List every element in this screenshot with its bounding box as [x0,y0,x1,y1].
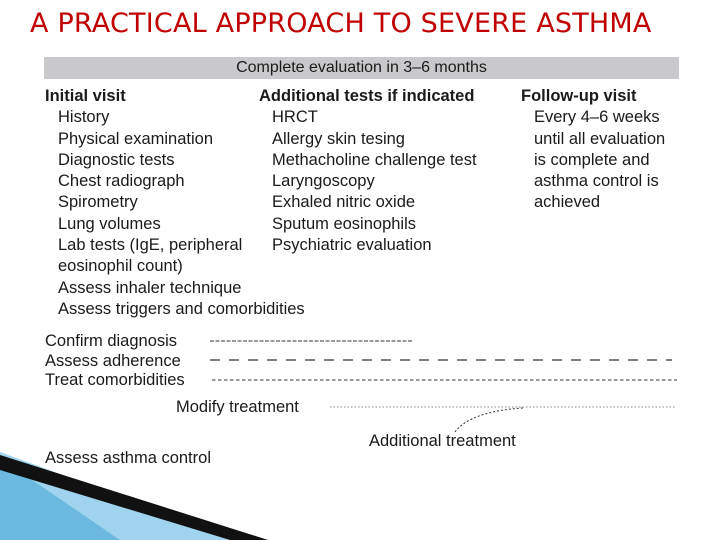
treat-comorbidities-label: Treat comorbidities [45,371,185,389]
additional-treatment-connector [455,408,523,432]
follow-up-item: is complete and [534,150,650,169]
modify-treatment-label: Modify treatment [176,398,299,416]
additional-test-item: HRCT [272,108,318,127]
evaluation-timeline-header: Complete evaluation in 3–6 months [44,57,679,79]
additional-test-item: Laryngoscopy [272,172,375,191]
follow-up-item: achieved [534,193,601,212]
initial-visit-item: Physical examination [58,129,213,148]
initial-visit-item: eosinophil count) [58,257,183,276]
initial-visit-item: Assess triggers and comorbidities [58,299,305,318]
additional-test-item: Psychiatric evaluation [272,236,432,255]
initial-visit-item: Spirometry [58,193,138,212]
assess-asthma-control-label: Assess asthma control [45,449,211,467]
additional-treatment-label: Additional treatment [369,432,516,450]
additional-test-item: Exhaled nitric oxide [272,193,416,212]
additional-test-item: Sputum eosinophils [272,214,417,233]
initial-visit-item: History [58,108,110,127]
additional-test-item: Methacholine challenge test [272,150,477,169]
initial-visit-item: Lung volumes [58,214,161,233]
initial-visit-item: Chest radiograph [58,172,185,191]
follow-up-item: asthma control is [534,172,659,191]
follow-up-item: Every 4–6 weeks [534,108,660,127]
initial-visit-heading: Initial visit [45,87,126,105]
additional-test-item: Allergy skin tesing [272,129,405,148]
initial-visit-item: Lab tests (IgE, peripheral [58,236,243,255]
follow-up-heading: Follow-up visit [521,87,637,105]
slide-title: A PRACTICAL APPROACH TO SEVERE ASTHMA [30,8,652,39]
assess-adherence-label: Assess adherence [45,352,181,370]
follow-up-item: until all evaluation [534,129,666,148]
initial-visit-item: Assess inhaler technique [58,278,242,297]
initial-visit-item: Diagnostic tests [58,150,175,169]
confirm-diagnosis-label: Confirm diagnosis [45,332,178,350]
additional-tests-heading: Additional tests if indicated [259,87,475,105]
